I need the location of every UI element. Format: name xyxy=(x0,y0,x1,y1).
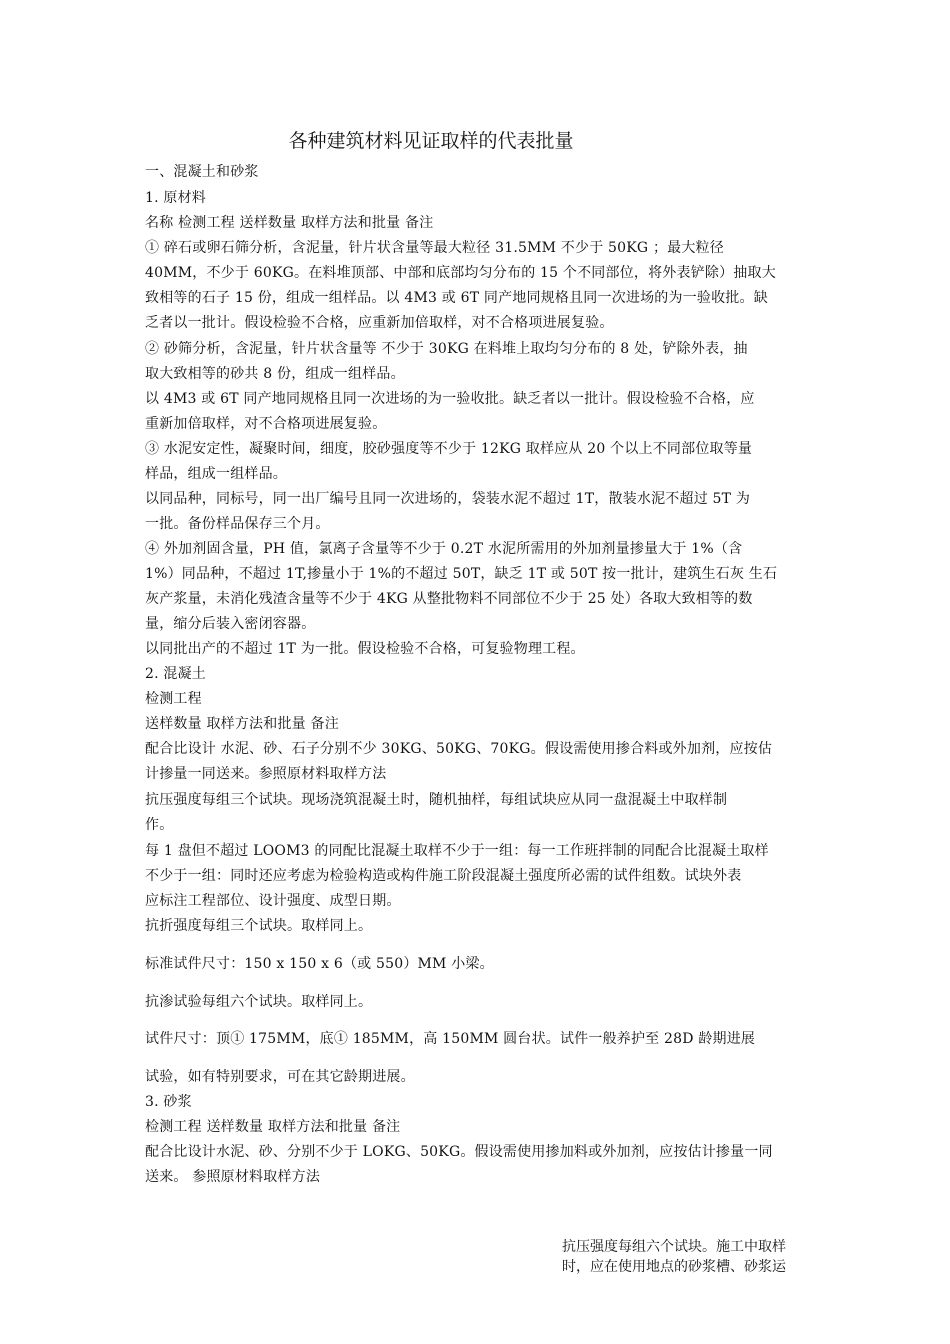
paragraph-line: 一批。备份样品保存三个月。 xyxy=(145,516,330,532)
subsection-heading: 3. 砂浆 xyxy=(145,1094,192,1110)
column-header: 送样数量 取样方法和批量 备注 xyxy=(145,716,339,732)
subsection-heading: 1. 原材料 xyxy=(145,190,207,206)
paragraph-line: 样品，组成一组样品。 xyxy=(145,466,287,482)
document-title: 各种建筑材料见证取样的代表批量 xyxy=(288,130,574,152)
paragraph-line: 试验，如有特别要求，可在其它龄期进展。 xyxy=(145,1069,415,1085)
column-header: 检测工程 送样数量 取样方法和批量 备注 xyxy=(145,1119,401,1135)
subsection-heading: 2. 混凝土 xyxy=(145,666,207,682)
paragraph-line: 以同批出产的不超过 1T 为一批。假设检验不合格，可复验物理工程。 xyxy=(145,641,585,657)
paragraph-line: 应标注工程部位、设计强度、成型日期。 xyxy=(145,893,401,909)
paragraph-line: 作。 xyxy=(145,817,174,833)
paragraph-line: 送来。 参照原材料取样方法 xyxy=(145,1169,321,1185)
paragraph-line: 计掺量一同送来。参照原材料取样方法 xyxy=(145,766,387,782)
paragraph-line: ③ 水泥安定性，凝聚时间，细度，胶砂强度等不少于 12KG 取样应从 20 个以上不同部位取等量 xyxy=(145,441,753,457)
paragraph-line: 试件尺寸：顶① 175MM，底① 185MM，高 150MM 圆台状。试件一般养护至 28D 龄期进展 xyxy=(145,1031,756,1047)
paragraph-line: 以 4M3 或 6T 同产地同规格且同一次进场的为一验收批。缺乏者以一批计。假设检验不合格，应 xyxy=(145,391,755,407)
table-cell-text: 抗压强度每组六个试块。施工中取样 xyxy=(562,1239,786,1255)
paragraph-line: 抗折强度每组三个试块。取样同上。 xyxy=(145,918,373,934)
paragraph-line: 乏者以一批计。假设检验不合格，应重新加倍取样，对不合格项进展复验。 xyxy=(145,315,614,331)
paragraph-line: ④ 外加剂固含量，PH 值，氯离子含量等不少于 0.2T 水泥所需用的外加剂量掺量大于 1%（含 xyxy=(145,541,743,557)
paragraph-line: 配合比设计 水泥、砂、石子分别不少 30KG、50KG、70KG。假设需使用掺合料或外加剂，应按估 xyxy=(145,741,773,757)
table-cell-text: 时，应在使用地点的砂浆槽、砂浆运 xyxy=(562,1259,786,1275)
paragraph-line: 配合比设计水泥、砂、分别不少于 LOKG、50KG。假设需使用掺加料或外加剂，应按估计掺量一同 xyxy=(145,1144,773,1160)
column-header: 检测工程 xyxy=(145,691,202,707)
paragraph-line: 抗压强度每组三个试块。现场浇筑混凝土时，随机抽样，每组试块应从同一盘混凝土中取样制 xyxy=(145,792,728,808)
paragraph-line: 灰产浆量，未消化残渣含量等不少于 4KG 从整批物料不同部位不少于 25 处）各取大致相等的数 xyxy=(145,591,753,607)
paragraph-line: 量，缩分后装入密闭容器。 xyxy=(145,616,316,632)
column-header: 名称 检测工程 送样数量 取样方法和批量 备注 xyxy=(145,215,434,231)
paragraph-line: 1%）同品种，不超过 1T,掺量小于 1%的不超过 50T，缺乏 1T 或 50T 按一批计，建筑生石灰 生石 xyxy=(145,566,778,582)
paragraph-line: 致相等的石子 15 份，组成一组样品。以 4M3 或 6T 同产地同规格且同一次进场的为一验收批。缺 xyxy=(145,290,768,306)
paragraph-line: 不少于一组：同时还应考虑为检验构造或构件施工阶段混凝土强度所必需的试件组数。试块外表 xyxy=(145,868,742,884)
paragraph-line: 重新加倍取样，对不合格项进展复验。 xyxy=(145,416,387,432)
paragraph-line: ② 砂筛分析，含泥量，针片状含量等 不少于 30KG 在料堆上取均匀分布的 8 处，铲除外表，抽 xyxy=(145,341,748,357)
section-heading: 一、混凝土和砂浆 xyxy=(145,164,259,180)
paragraph-line: 每 1 盘但不超过 LOOM3 的同配比混凝土取样不少于一组：每一工作班拌制的同配合比混凝土取样 xyxy=(145,843,769,859)
paragraph-line: 标准试件尺寸：150 x 150 x 6（或 550）MM 小梁。 xyxy=(145,956,494,972)
paragraph-line: 以同品种，同标号，同一出厂编号且同一次进场的，袋装水泥不超过 1T，散装水泥不超过 5T 为 xyxy=(145,491,751,507)
paragraph-line: 抗渗试验每组六个试块。取样同上。 xyxy=(145,994,373,1010)
paragraph-line: 40MM，不少于 60KG。在料堆顶部、中部和底部均匀分布的 15 个不同部位，将外表铲除）抽取大 xyxy=(145,265,776,281)
paragraph-line: ① 碎石或卵石筛分析，含泥量，针片状含量等最大粒径 31.5MM 不少于 50KG ；最大粒径 xyxy=(145,240,724,256)
paragraph-line: 取大致相等的砂共 8 份，组成一组样品。 xyxy=(145,366,405,382)
